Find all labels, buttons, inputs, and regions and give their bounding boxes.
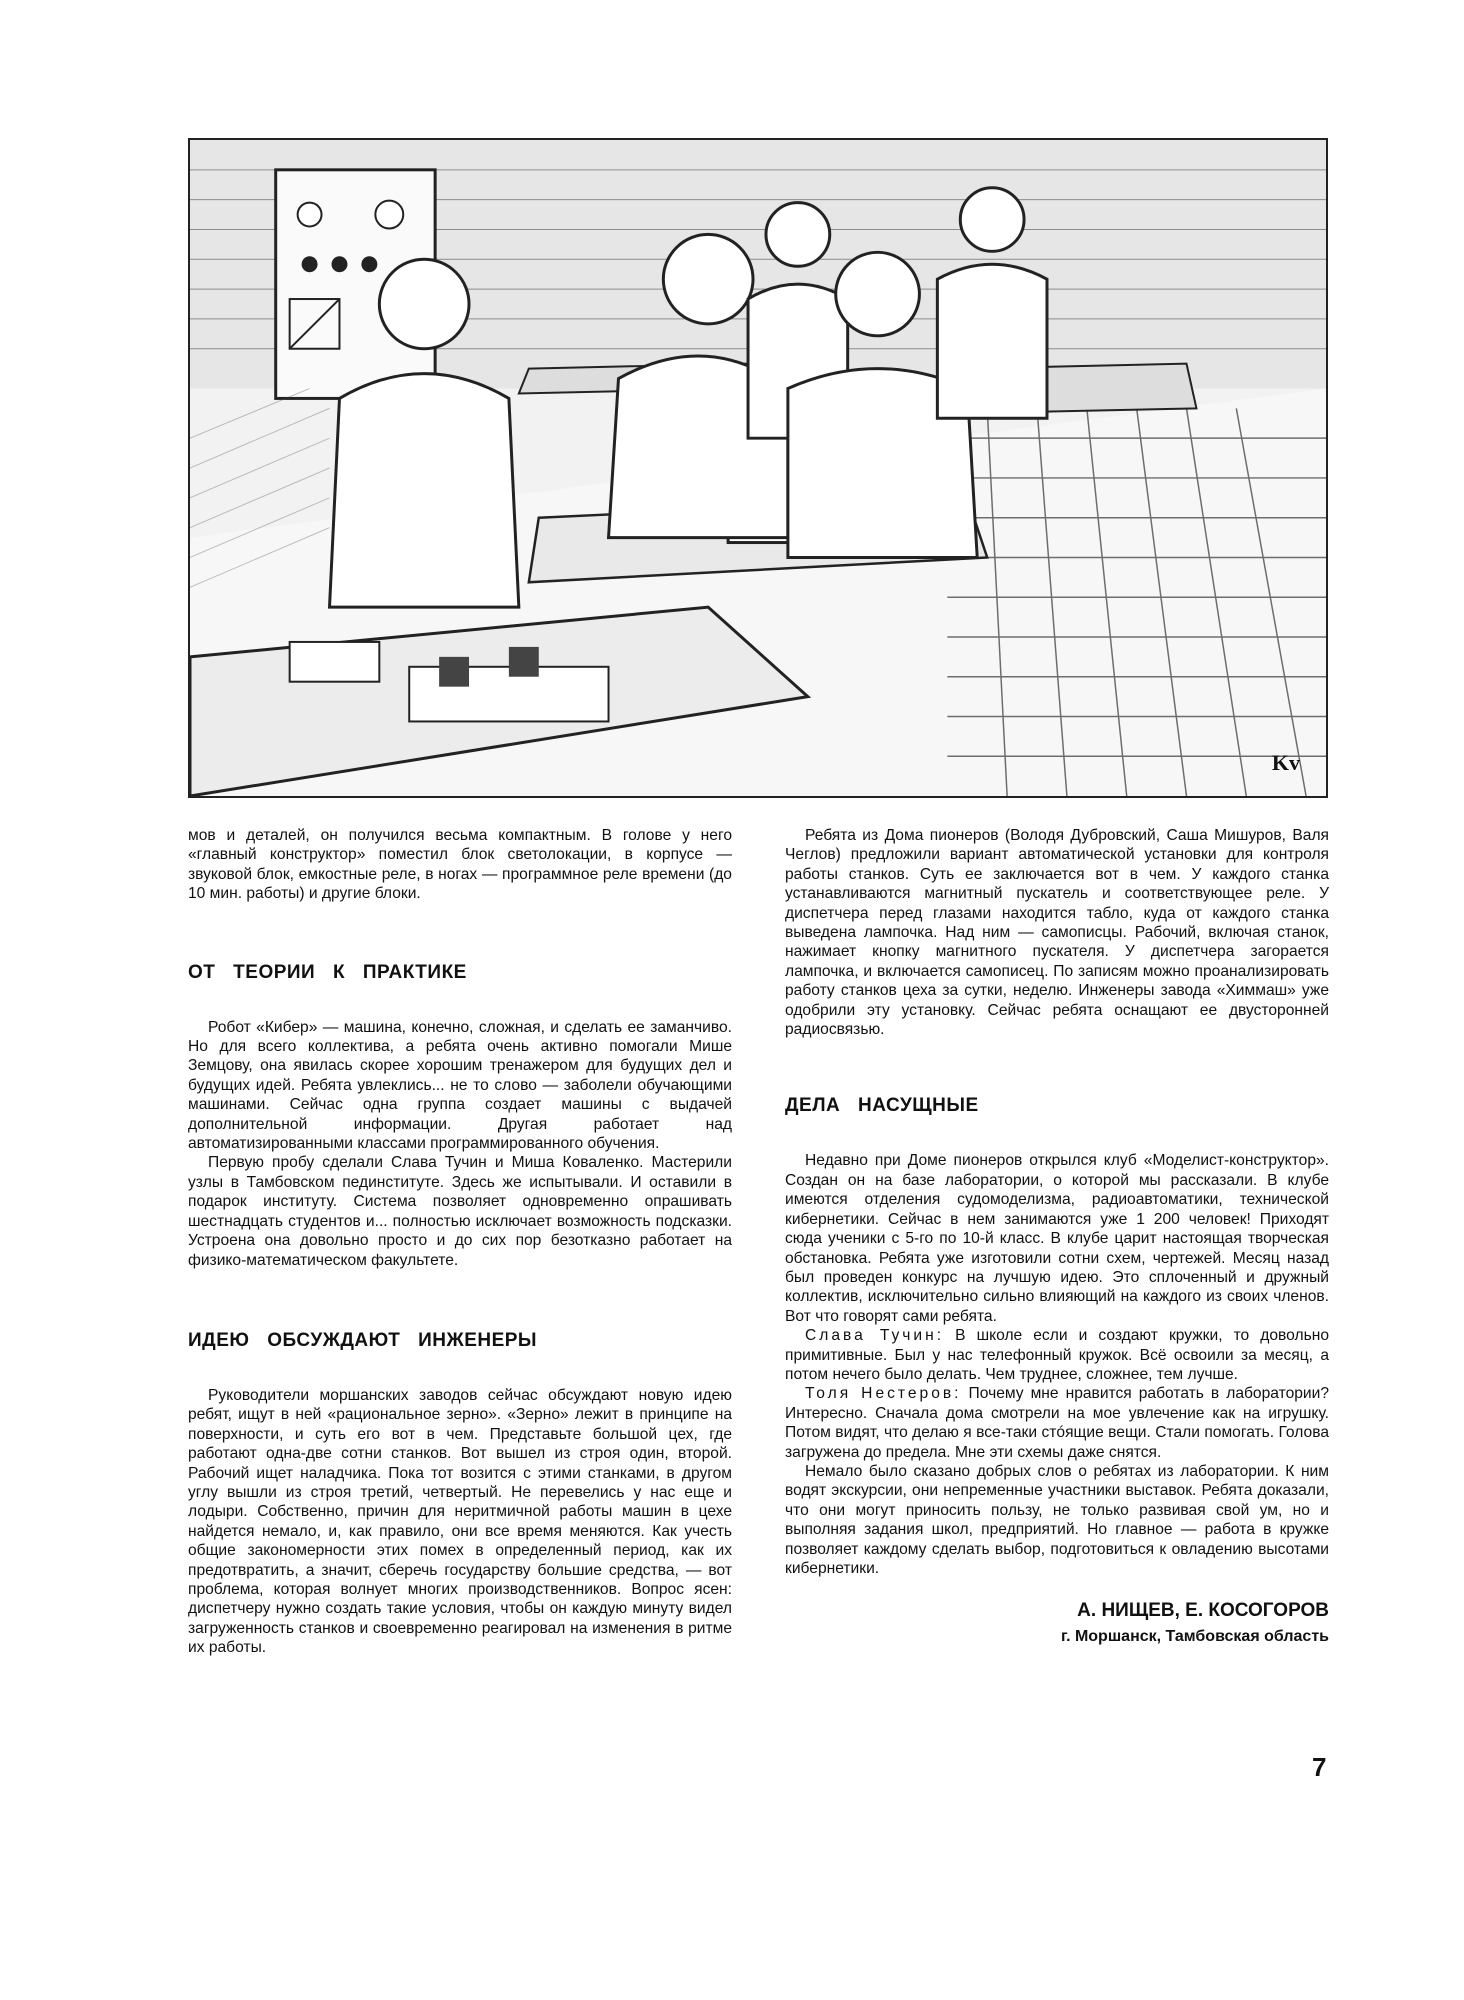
left-intro-paragraph: мов и деталей, он получился весьма компактным. В голове у него «главный конструктор» поместил блок светолокации, в корпусе — звуковой блок, емкостные реле, в ногах — программное реле времени (до 10 мин. работы) и другие блоки. — [188, 827, 732, 903]
speaker-name: Толя Нестеров: — [805, 1385, 962, 1403]
heading-urgent-matters: ДЕЛА НАСУЩНЫЕ — [785, 1095, 979, 1117]
heading-theory-to-practice: ОТ ТЕОРИИ К ПРАКТИКЕ — [188, 961, 467, 983]
right-intro-paragraph: Ребята из Дома пионеров (Володя Дубровский, Саша Мишуров, Валя Чеглов) предложили вариант автоматической установки для контроля работы станков. Суть ее заключается вот в чем. У каждого станка устанавливаются магнитный пускатель и соответствующее реле. У диспетчера перед глазами находится табло, куда от каждого станка выведена лампочка. Над ним — самописцы. Рабочий, включая станок, нажимает кнопку магнитного пускателя. У диспетчера загорается лампочка, и включается самописец. По записям можно проанализировать работу станков цеха за сутки, неделю. Инженеры завода «Химмаш» уже одобрили эту установку. Сейчас ребята оснащают ее двусторонней радиосвязью. — [785, 827, 1329, 1039]
heading-engineers-discuss: ИДЕЮ ОБСУЖДАЮТ ИНЖЕНЕРЫ — [188, 1329, 538, 1351]
speaker-name: Слава Тучин: — [805, 1327, 945, 1345]
classroom-illustration — [188, 138, 1328, 798]
paragraph: Робот «Кибер» — машина, конечно, сложная, и сделать ее заманчиво. Но для всего коллектива, а ребята очень активно помогали Мише Земцову, она явилась скорее хорошим тренажером для будущих дел и будущих идей. Ребята увлеклись... не то слово — заболели обучающими машинами. Сейчас одна группа создает машины с выдачей дополнительной информации. Другая работает над автоматизированными классами программированного обучения. — [188, 1018, 732, 1153]
right-column — [785, 826, 1329, 1646]
paragraph: Первую пробу сделали Слава Тучин и Миша Коваленко. Мастерили узлы в Тамбовском пединституте. Здесь же испытывали. И оставили в подарок институту. Система позволяет одновременно опрашивать шестнадцать студентов и... полностью исключает возможность подсказки. Устроена она довольно просто и до сих пор безотказно работает на физико-математическом факультете. — [188, 1154, 732, 1269]
paragraph: Руководители моршанских заводов сейчас обсуждают новую идею ребят, ищут в ней «рациональное зерно». «Зерно» лежит в принципе на поверхности, и суть его вот в чем. Представьте большой цех, где работают одна-две сотни станков. Вот вышел из строя один, второй. Рабочий ищет наладчика. Пока тот возится с этими станками, в другом углу вышли из строя третий, четвертый. Не перевелись у нас еще и лодыри. Собственно, причин для неритмичной работы машин в цехе найдется немало, и, как правило, они все время меняются. Как учесть общие закономерности этих помех в определенный период, как их предотвратить, а значит, сберечь государству большие средства, — вот проблема, которая волнует многих производственников. Вопрос ясен: диспетчеру нужно создать такие условия, чтобы он каждую минуту видел загруженность станков и своевременно реагировал на изменения в ритме их работы. — [188, 1386, 732, 1657]
classroom-illustration-icon — [190, 140, 1326, 796]
authors-byline: А. НИЩЕВ, Е. КОСОГОРОВ — [1077, 1600, 1329, 1622]
paragraph: Немало было сказано добрых слов о ребятах из лаборатории. К ним водят экскурсии, они непременные участники выставок. Ребята доказали, что они могут приносить пользу, не только развивая свой ум, но и выполняя задания школ, предприятий. Но главное — работа в кружке позволяет каждому сделать выбор, подготовиться к овладению высотами кибернетики. — [785, 1462, 1329, 1577]
paragraph: Недавно при Доме пионеров открылся клуб «Моделист-конструктор». Создан он на базе лаборатории, о которой мы рассказали. В клубе имеются отделения судомоделизма, радиоавтоматики, технической кибернетики. Сейчас в нем занимаются уже 1 200 человек! Приходят сюда ученики с 5-го по 10-й класс. В клубе царит настоящая творческая обстановка. Ребята уже изготовили сотни схем, чертежей. Месяц назад был проведен конкурс на лучшую идею. Это сплоченный и дружный коллектив, исключительно сильно влияющий на каждого из своих членов. Вот что говорят сами ребята. — [785, 1152, 1329, 1325]
quote-paragraph — [785, 1384, 1329, 1462]
quote-text: В школе если и создают кружки, то довольно примитивные. Был у нас телефонный кружок. Всё освоили за месяц, а потом нечего было делать. Чем труднее, сложнее, тем лучше. — [785, 1327, 1329, 1383]
quote-text: Почему мне нравится работать в лаборатории? Интересно. Сначала дома смотрели на мое увлечение как на игрушку. Потом видят, что делаю я все-таки стóящие вещи. Стали помогать. Голова загружена до предела. Мне эти схемы даже снятся. — [785, 1385, 1330, 1461]
left-column — [188, 826, 732, 1658]
author-location: г. Моршанск, Тамбовская область — [1061, 1628, 1329, 1646]
page-number: 7 — [1312, 1752, 1327, 1782]
illustration-signature: Kv — [1271, 750, 1300, 775]
quote-paragraph — [785, 1326, 1329, 1384]
